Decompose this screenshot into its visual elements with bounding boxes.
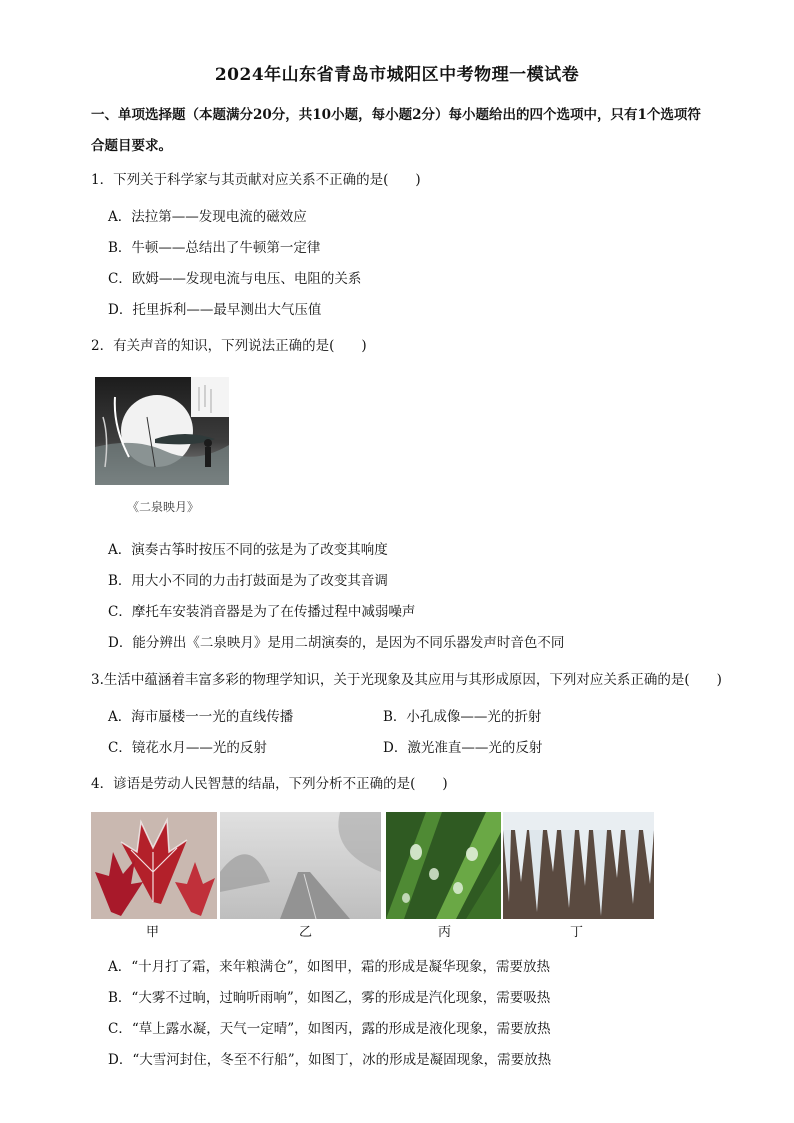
question-3-option-a: A．海市蜃楼一一光的直线传播	[108, 709, 294, 725]
question-1-option-d: D．托里拆利——最早测出大气压值	[108, 302, 322, 318]
question-2-option-b: B．用大小不同的力击打鼓面是为了改变其音调	[108, 573, 388, 589]
question-3-stem: 3.生活中蕴涵着丰富多彩的物理学知识，关于光现象及其应用与其形成原因，下列对应关系正确的是( )	[91, 672, 722, 688]
question-4-option-d: D．“大雪河封住，冬至不行船”，如图丁，冰的形成是凝固现象，需要放热	[108, 1052, 552, 1068]
page-title: 2024年山东省青岛市城阳区中考物理一模试卷	[214, 65, 580, 85]
question-4-option-a: A．“十月打了霜，来年粮满仓”，如图甲，霜的形成是凝华现象，需要放热	[108, 959, 551, 975]
frost-leaf-photo	[91, 812, 217, 919]
section-heading: 一、单项选择题（本题满分20分，共10小题，每小题2分）每小题给出的四个选项中，只有1个选项符合题目要求。	[91, 107, 701, 154]
question-3-option-b: B．小孔成像——光的折射	[383, 709, 542, 725]
dew-grass-photo	[386, 812, 501, 919]
question-2-stem: 2．有关声音的知识，下列说法正确的是( )	[91, 338, 367, 354]
photo-label-ding: 丁	[570, 925, 584, 940]
question-3-option-d: D．激光准直——光的反射	[383, 740, 543, 756]
photo-label-jia: 甲	[146, 925, 160, 940]
erquan-yingyue-illustration	[95, 377, 229, 485]
question-2-option-d: D．能分辨出《二泉映月》是用二胡演奏的，是因为不同乐器发声时音色不同	[108, 635, 565, 651]
question-4-stem: 4．谚语是劳动人民智慧的结晶，下列分析不正确的是( )	[91, 776, 448, 792]
question-4-option-b: B．“大雾不过晌，过晌听雨响”，如图乙，雾的形成是汽化现象，需要吸热	[108, 990, 551, 1006]
question-1-stem: 1．下列关于科学家与其贡献对应关系不正确的是( )	[91, 172, 421, 188]
question-2-option-a: A．演奏古筝时按压不同的弦是为了改变其响度	[108, 542, 388, 558]
question-1-option-a: A．法拉第——发现电流的磁效应	[108, 209, 307, 225]
fog-road-photo	[220, 812, 381, 919]
icicle-photo	[503, 812, 654, 919]
question-4-option-c: C．“草上露水凝，天气一定晴”，如图丙，露的形成是液化现象，需要放热	[108, 1021, 551, 1037]
question-2-option-c: C．摩托车安装消音器是为了在传播过程中减弱噪声	[108, 604, 416, 620]
illustration-caption: 《二泉映月》	[127, 500, 200, 514]
photo-label-bing: 丙	[438, 925, 452, 940]
photo-label-yi: 乙	[299, 925, 313, 940]
question-1-option-c: C．欧姆——发现电流与电压、电阻的关系	[108, 271, 362, 287]
question-1-option-b: B．牛顿——总结出了牛顿第一定律	[108, 240, 321, 256]
question-3-option-c: C．镜花水月——光的反射	[108, 740, 267, 756]
